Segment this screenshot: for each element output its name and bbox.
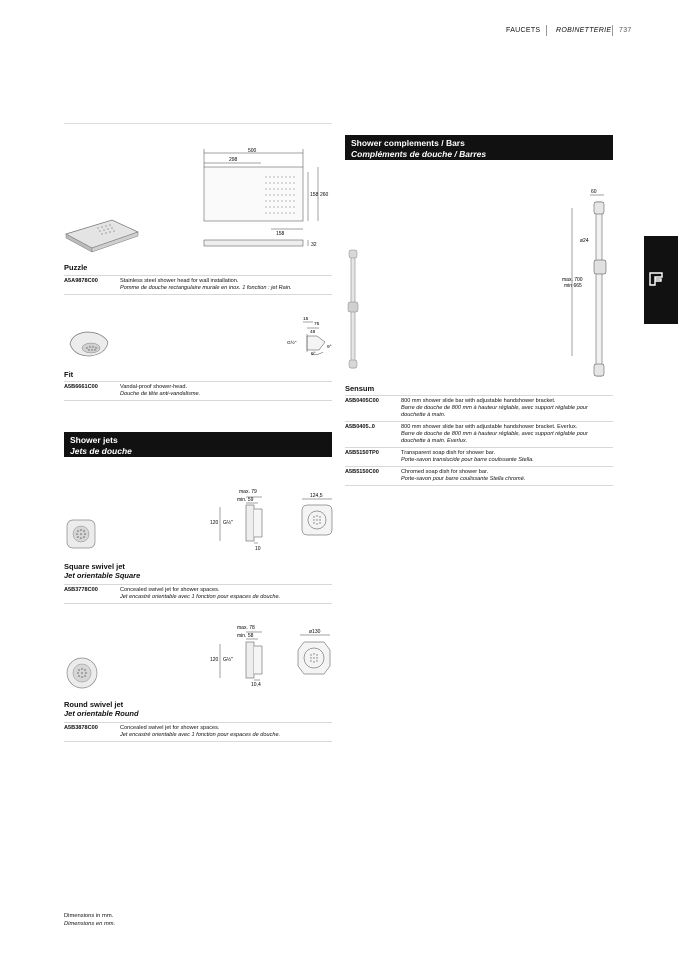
sensum-spec-table — [345, 395, 613, 486]
page-number: 737 — [619, 27, 632, 34]
sensum-dimension-drawing — [560, 188, 616, 382]
table-row — [345, 467, 613, 486]
dim-diameter-24: ø24 — [580, 238, 589, 244]
description-en: Concealed swivel jet for shower spaces. — [120, 587, 220, 593]
header-divider — [546, 25, 547, 36]
product-code: A5B6661C00 — [64, 382, 120, 401]
dim-10-4: 10,4 — [251, 682, 261, 688]
table-row — [64, 585, 332, 604]
brand-logo-icon — [649, 272, 663, 286]
dim-124-5: 124,5 — [310, 493, 323, 499]
product-code: A5B3878C00 — [64, 723, 120, 742]
dim-thread: G½" — [223, 657, 233, 663]
dim-angle-9-b: 9° — [311, 352, 316, 357]
dim-158: 158 — [310, 192, 319, 198]
round-jet-dimension-drawing — [206, 620, 346, 690]
dim-min: min. 58 — [237, 633, 254, 639]
product-code: A5B5150C00 — [345, 467, 401, 486]
dim-min-665: min 665 — [564, 283, 582, 289]
description-fr: Porte-savon pour barre coulissante Stella chromé. — [401, 476, 526, 482]
product-code: A5B3778C00 — [64, 585, 120, 604]
dim-60: 60 — [591, 189, 597, 195]
header-category-fr: ROBINETTERIE — [556, 27, 612, 34]
section-side-tab — [644, 236, 678, 324]
fit-spec-table — [64, 381, 332, 401]
product-code: A5B0405..0 — [345, 422, 401, 448]
sensum-title: Sensum — [345, 384, 375, 393]
shower-complements-section-bar — [345, 135, 613, 160]
product-code: A5B0405C00 — [345, 396, 401, 422]
table-row — [345, 396, 613, 422]
dim-15: 15 — [303, 317, 309, 322]
dim-max-700: max. 700 — [562, 277, 583, 283]
dim-thread: G½" — [223, 520, 233, 526]
fit-shower-head-image — [64, 328, 114, 360]
section-title-fr: Jets de douche — [70, 446, 132, 456]
dim-120: 120 — [210, 520, 219, 526]
dim-diameter: ø130 — [309, 629, 321, 635]
square-jet-image — [64, 517, 100, 553]
table-row — [64, 382, 332, 401]
description-en: Concealed swivel jet for shower spaces. — [120, 725, 220, 731]
description-en: Transparent soap dish for shower bar. — [401, 450, 496, 456]
dim-10: 10 — [255, 546, 261, 552]
dimensions-note — [64, 913, 115, 928]
dim-298: 298 — [229, 157, 238, 163]
dim-max: max. 79 — [239, 489, 257, 495]
column-top-rule — [64, 123, 332, 124]
puzzle-dimension-drawing — [196, 145, 336, 253]
round-jet-title — [64, 700, 139, 718]
table-row — [345, 448, 613, 467]
dim-120: 120 — [210, 657, 219, 663]
header-divider — [612, 25, 613, 36]
title-en: Round swivel jet — [64, 700, 124, 709]
fit-title: Fit — [64, 370, 74, 379]
square-jet-dimension-drawing — [206, 485, 346, 553]
dim-260: 260 — [320, 192, 329, 198]
description-fr: Barre de douche de 800 mm à hauteur réglable, avec support réglable pour douchette à main. — [401, 405, 588, 418]
note-fr: Dimensions en mm. — [64, 920, 116, 927]
title-en: Square swivel jet — [64, 562, 125, 571]
table-row — [64, 276, 332, 295]
round-jet-spec-table — [64, 722, 332, 742]
header-category-en: FAUCETS — [506, 27, 541, 34]
dim-32: 32 — [311, 242, 317, 248]
dim-75: 75 — [314, 322, 320, 327]
description-fr: Porte-savon translucide pour barre coulissante Stella. — [401, 457, 534, 463]
dim-min: min. 59 — [237, 497, 254, 503]
round-jet-image — [64, 655, 100, 691]
puzzle-shower-head-image — [62, 208, 142, 256]
table-row — [64, 723, 332, 742]
description-en: Chromed soap dish for shower bar. — [401, 469, 489, 475]
shower-jets-section-bar — [64, 432, 332, 457]
product-code: A5A9878C00 — [64, 276, 120, 295]
description-fr: Barre de douche de 800 mm à hauteur réglable, avec support réglable pour douchette à main. Everlux. — [401, 431, 588, 444]
dim-thread: G½" — [287, 341, 297, 346]
dim-angle-9: 9° — [327, 345, 332, 350]
square-jet-title — [64, 562, 140, 580]
title-fr: Jet orientable Square — [64, 571, 141, 580]
description-en: 800 mm shower slide bar with adjustable handshower bracket. Everlux. — [401, 424, 578, 430]
dim-158-b: 158 — [276, 231, 285, 237]
description-fr: Jet encastré orientable avec 1 fonction pour espaces de douche. — [120, 594, 281, 600]
description-en: 800 mm shower slide bar with adjustable handshower bracket. — [401, 398, 556, 404]
title-fr: Jet orientable Round — [64, 709, 139, 718]
section-title-en: Shower complements / Bars — [351, 138, 465, 148]
fit-dimension-drawing — [283, 314, 337, 358]
product-code: A5B5150TP0 — [345, 448, 401, 467]
description-fr: Jet encastré orientable avec 1 fonction pour espaces de douche. — [120, 732, 281, 738]
dim-48: 48 — [310, 330, 316, 335]
square-jet-spec-table — [64, 584, 332, 604]
description-en: Stainless steel shower head for wall installation. — [120, 278, 239, 284]
dim-max: max. 78 — [237, 625, 255, 631]
puzzle-spec-table — [64, 275, 332, 295]
sensum-bar-image — [344, 248, 362, 372]
dim-500: 500 — [248, 148, 257, 154]
puzzle-title: Puzzle — [64, 263, 88, 272]
description-fr: Pomme de douche rectangulaire murale en inox. 1 fonction : jet Rain. — [120, 285, 292, 291]
section-title-fr: Compléments de douche / Barres — [351, 149, 487, 159]
section-title-en: Shower jets — [70, 435, 118, 445]
table-row — [345, 422, 613, 448]
description-fr: Douche de tête anti-vandalisme. — [120, 391, 201, 397]
note-en: Dimensions in mm. — [64, 913, 114, 919]
description-en: Vandal-proof shower-head. — [120, 384, 188, 390]
